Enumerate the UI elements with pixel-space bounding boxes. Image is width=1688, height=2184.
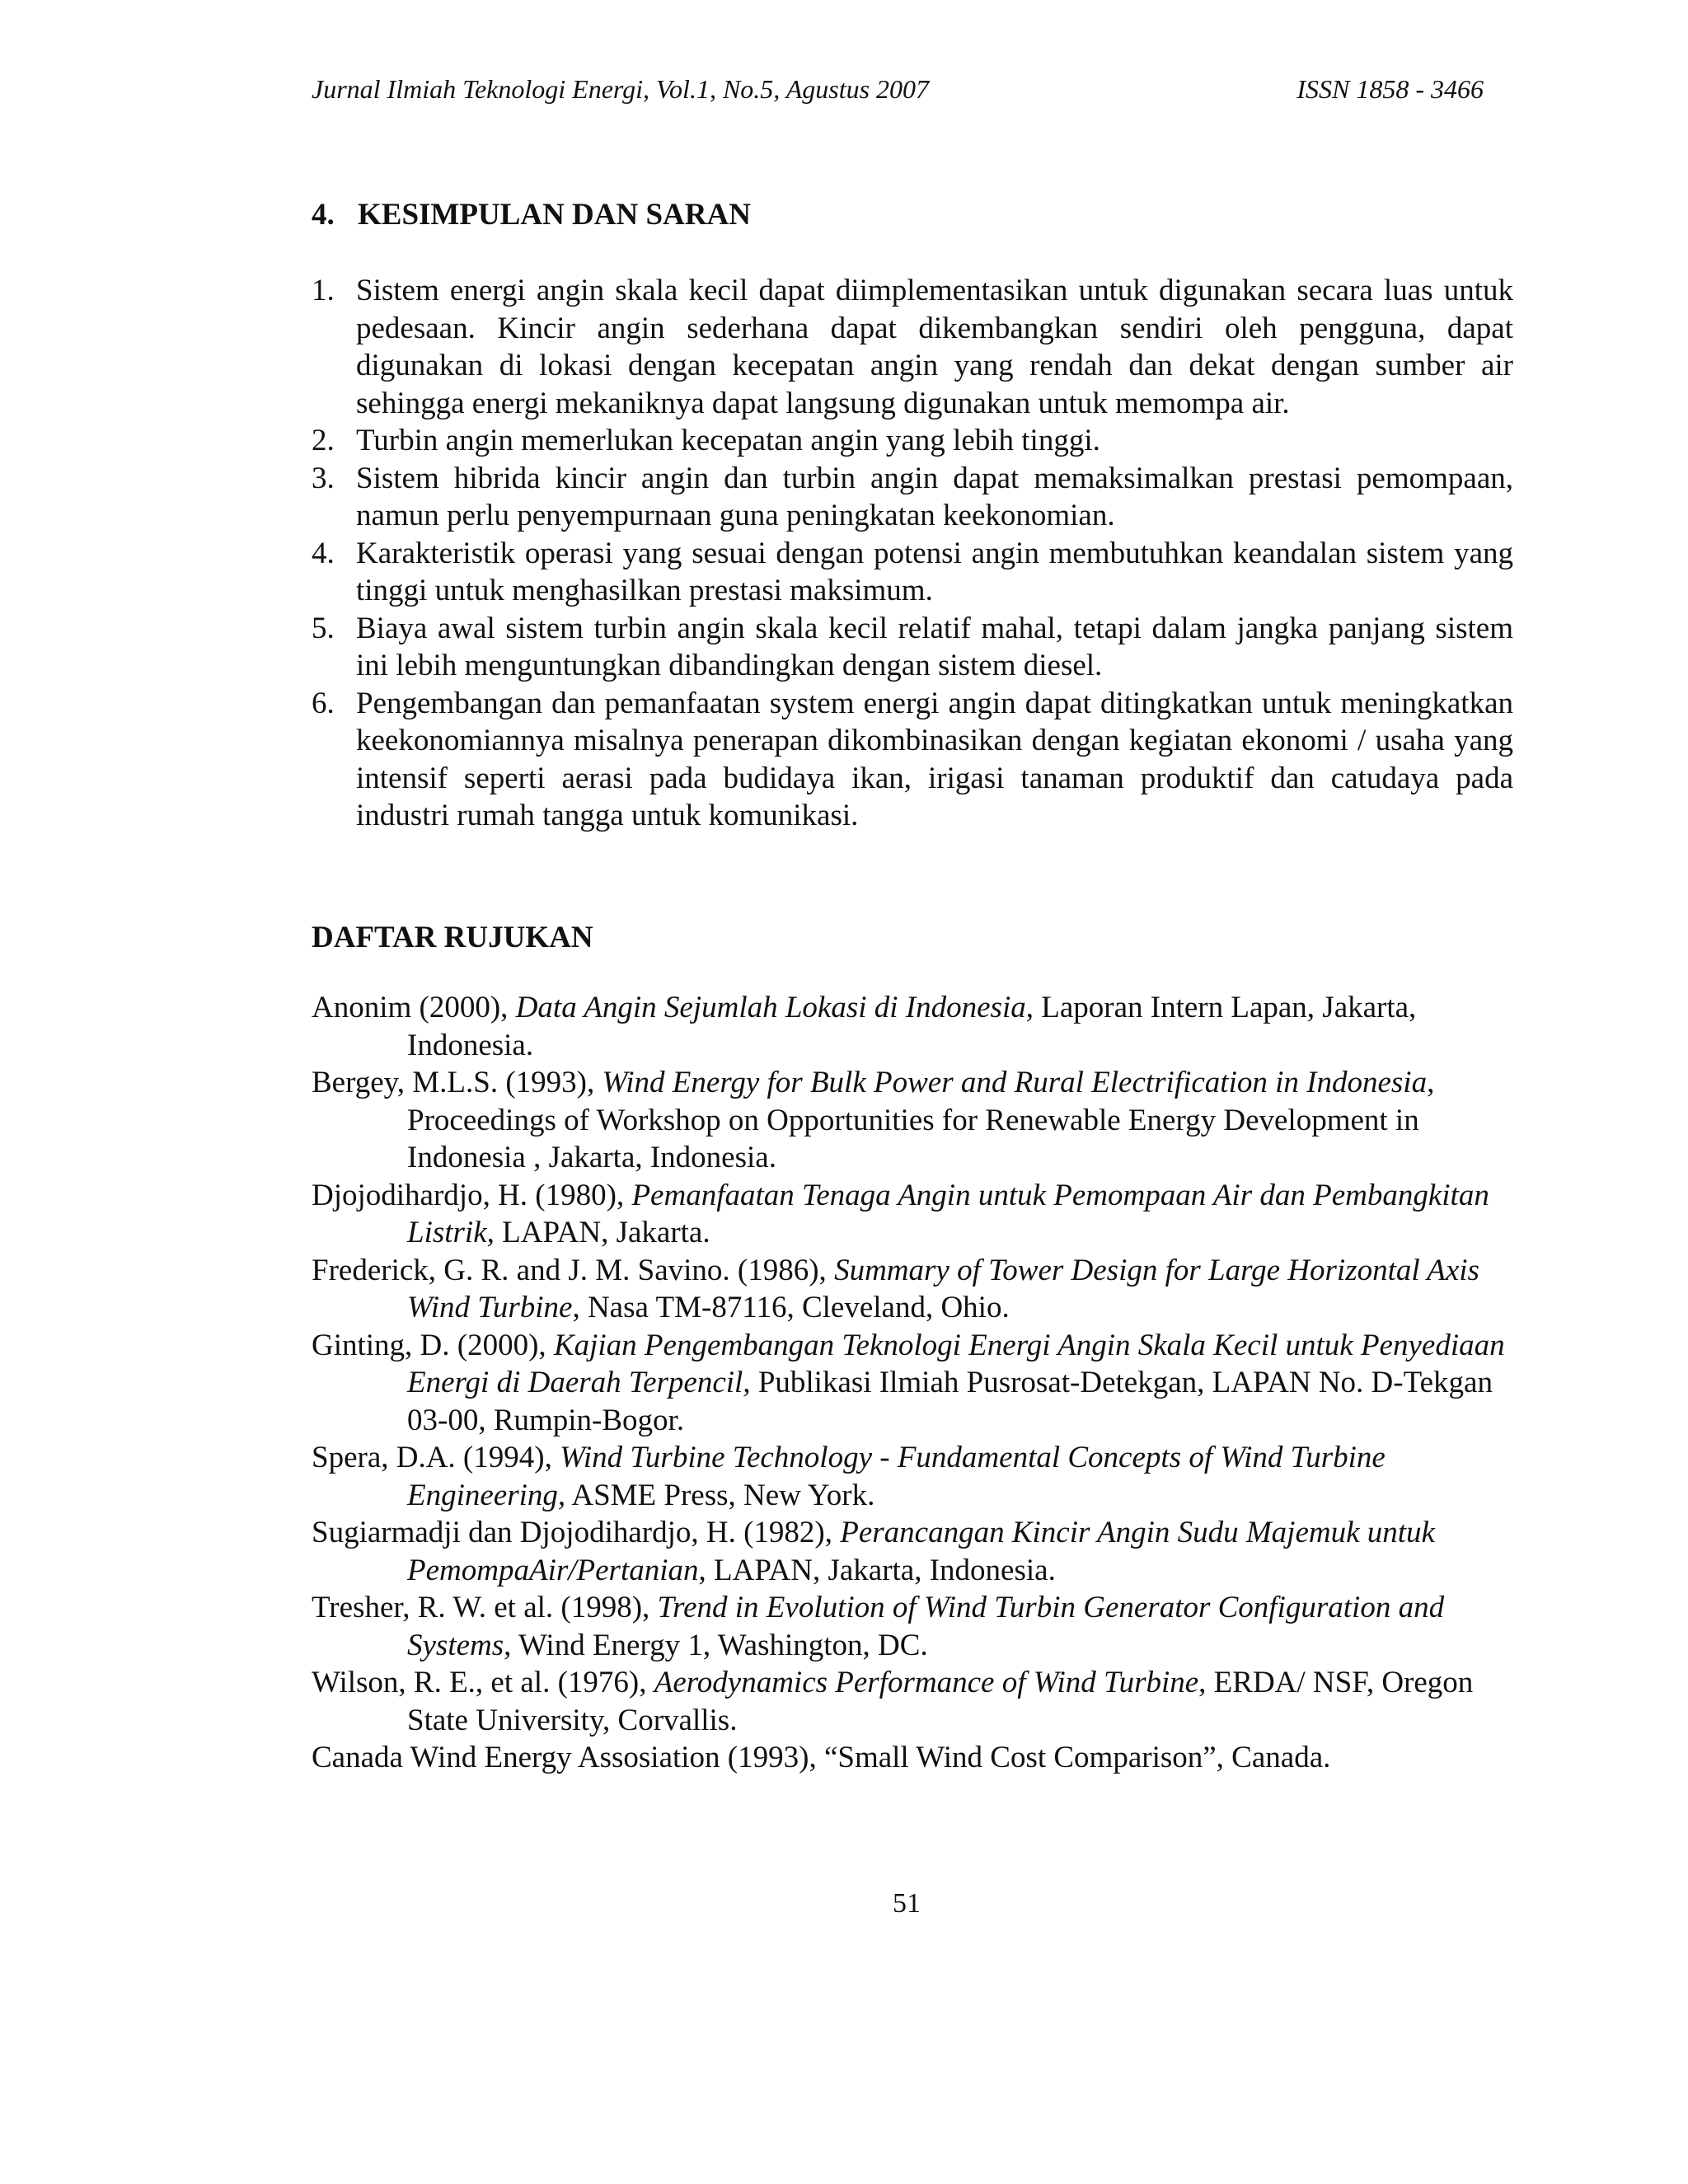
reference-source: , Wind Energy 1, Washington, DC. <box>504 1628 928 1662</box>
reference-author: Spera, D.A. (1994), <box>312 1441 560 1474</box>
reference-title: Trend in Evolution of Wind Turbin Generator Configuration and Systems <box>407 1591 1445 1662</box>
reference-author: Frederick, G. R. and J. M. Savino. (1986), <box>312 1253 835 1287</box>
reference-entry <box>312 1439 1513 1514</box>
reference-entry <box>312 1739 1513 1777</box>
reference-entry <box>312 989 1513 1064</box>
reference-source: , LAPAN, Jakarta, Indonesia. <box>698 1553 1056 1587</box>
list-item-text: Sistem hibrida kincir angin dan turbin angin dapat memaksimalkan prestasi pemompaan, namun perlu penyempurnaan guna peningkatan keekonomian. <box>356 461 1513 532</box>
reference-title: Wind Energy for Bulk Power and Rural Electrification in Indonesia <box>602 1066 1428 1099</box>
reference-title: Kajian Pengembangan Teknologi Energi Angin Skala Kecil untuk Penyediaan Energi di Daerah Terpencil, <box>407 1328 1505 1399</box>
reference-entry <box>312 1589 1513 1664</box>
section-title: KESIMPULAN DAN SARAN <box>358 198 751 232</box>
list-marker: 4. <box>312 536 335 570</box>
issn-label: ISSN 1858 - 3466 <box>1296 74 1484 104</box>
reference-author: Djojodihardjo, H. (1980), <box>312 1178 632 1212</box>
conclusion-list <box>312 272 1513 835</box>
section-number: 4. <box>312 198 335 232</box>
list-item <box>312 685 1513 835</box>
reference-title: Summary of Tower Design for Large Horizontal Axis Wind Turbine <box>407 1253 1479 1324</box>
reference-entry <box>312 1252 1513 1327</box>
list-item-text: Turbin angin memerlukan kecepatan angin yang lebih tinggi. <box>356 424 1100 457</box>
reference-title: Wind Turbine Technology - Fundamental Concepts of Wind Turbine Engineering, <box>407 1441 1386 1512</box>
reference-author: Bergey, M.L.S. (1993), <box>312 1066 603 1099</box>
reference-entry <box>312 1064 1513 1177</box>
reference-source: , Laporan Intern Lapan, Jakarta, Indonesia. <box>407 991 1417 1062</box>
list-item-text: Sistem energi angin skala kecil dapat diimplementasikan untuk digunakan secara luas untuk pedesaan. Kincir angin sederhana dapat dikembangkan sendiri oleh pengguna, dapat digunakan di lokasi dengan kecepatan angin yang rendah dan dekat dengan sumber air sehingga energi mekaniknya dapat langsung digunakan untuk memompa air. <box>356 274 1513 420</box>
reference-title: Data Angin Sejumlah Lokasi di Indonesia <box>515 991 1026 1024</box>
reference-source: Publikasi Ilmiah Pusrosat-Detekgan, LAPAN No. D-Tekgan 03-00, Rumpin-Bogor. <box>407 1366 1493 1437</box>
reference-author: Ginting, D. (2000), <box>312 1328 554 1362</box>
reference-entry <box>312 1177 1513 1252</box>
page-number: 51 <box>893 1888 921 1919</box>
reference-list <box>312 989 1513 1777</box>
list-item-text: Karakteristik operasi yang sesuai dengan potensi angin membutuhkan keandalan sistem yang tinggi untuk menghasilkan prestasi maksimum. <box>356 536 1513 607</box>
section-heading <box>312 196 751 234</box>
reference-source: LAPAN, Jakarta. <box>494 1216 710 1249</box>
reference-source: , Proceedings of Workshop on Opportunities for Renewable Energy Development in Indonesia , Jakarta, Indonesia. <box>407 1066 1435 1174</box>
reference-title: Aerodynamics Performance of Wind Turbine <box>654 1666 1199 1699</box>
list-marker: 3. <box>312 461 335 495</box>
reference-author: Canada Wind Energy Assosiation (1993), “Small Wind Cost Comparison”, Canada. <box>312 1741 1331 1774</box>
list-item-text: Biaya awal sistem turbin angin skala kecil relatif mahal, tetapi dalam jangka panjang sistem ini lebih menguntungkan dibandingkan dengan sistem diesel. <box>356 611 1513 682</box>
journal-citation: Jurnal Ilmiah Teknologi Energi, Vol.1, No.5, Agustus 2007 <box>312 74 930 104</box>
list-marker: 2. <box>312 424 335 457</box>
list-item-text: Pengembangan dan pemanfaatan system energi angin dapat ditingkatkan untuk meningkatkan keekonomiannya misalnya penerapan dikombinasikan dengan kegiatan ekonomi / usaha yang intensif seperti aerasi pada budidaya ikan, irigasi tanaman produktif dan catudaya pada industri rumah tangga untuk komunikasi. <box>356 686 1513 832</box>
reference-source: , ERDA/ NSF, Oregon State University, Corvallis. <box>407 1666 1474 1737</box>
list-item <box>312 610 1513 685</box>
list-item <box>312 272 1513 422</box>
reference-author: Wilson, R. E., et al. (1976), <box>312 1666 654 1699</box>
reference-author: Tresher, R. W. et al. (1998), <box>312 1591 658 1624</box>
references-heading: DAFTAR RUJUKAN <box>312 921 593 954</box>
reference-author: Sugiarmadji dan Djojodihardjo, H. (1982), <box>312 1516 841 1549</box>
reference-entry <box>312 1664 1513 1739</box>
reference-title: Perancangan Kincir Angin Sudu Majemuk untuk PemompaAir/Pertanian <box>407 1516 1435 1587</box>
reference-author: Anonim (2000), <box>312 991 516 1024</box>
list-item <box>312 460 1513 535</box>
list-marker: 1. <box>312 274 335 307</box>
reference-title: Pemanfaatan Tenaga Angin untuk Pemompaan Air dan Pembangkitan Listrik, <box>407 1178 1489 1249</box>
list-marker: 6. <box>312 686 335 720</box>
reference-source: , Nasa TM-87116, Cleveland, Ohio. <box>572 1291 1010 1324</box>
reference-entry <box>312 1327 1513 1440</box>
list-item <box>312 422 1513 460</box>
list-marker: 5. <box>312 611 335 645</box>
reference-source: ASME Press, New York. <box>565 1478 875 1512</box>
reference-entry <box>312 1514 1513 1589</box>
list-item <box>312 535 1513 610</box>
